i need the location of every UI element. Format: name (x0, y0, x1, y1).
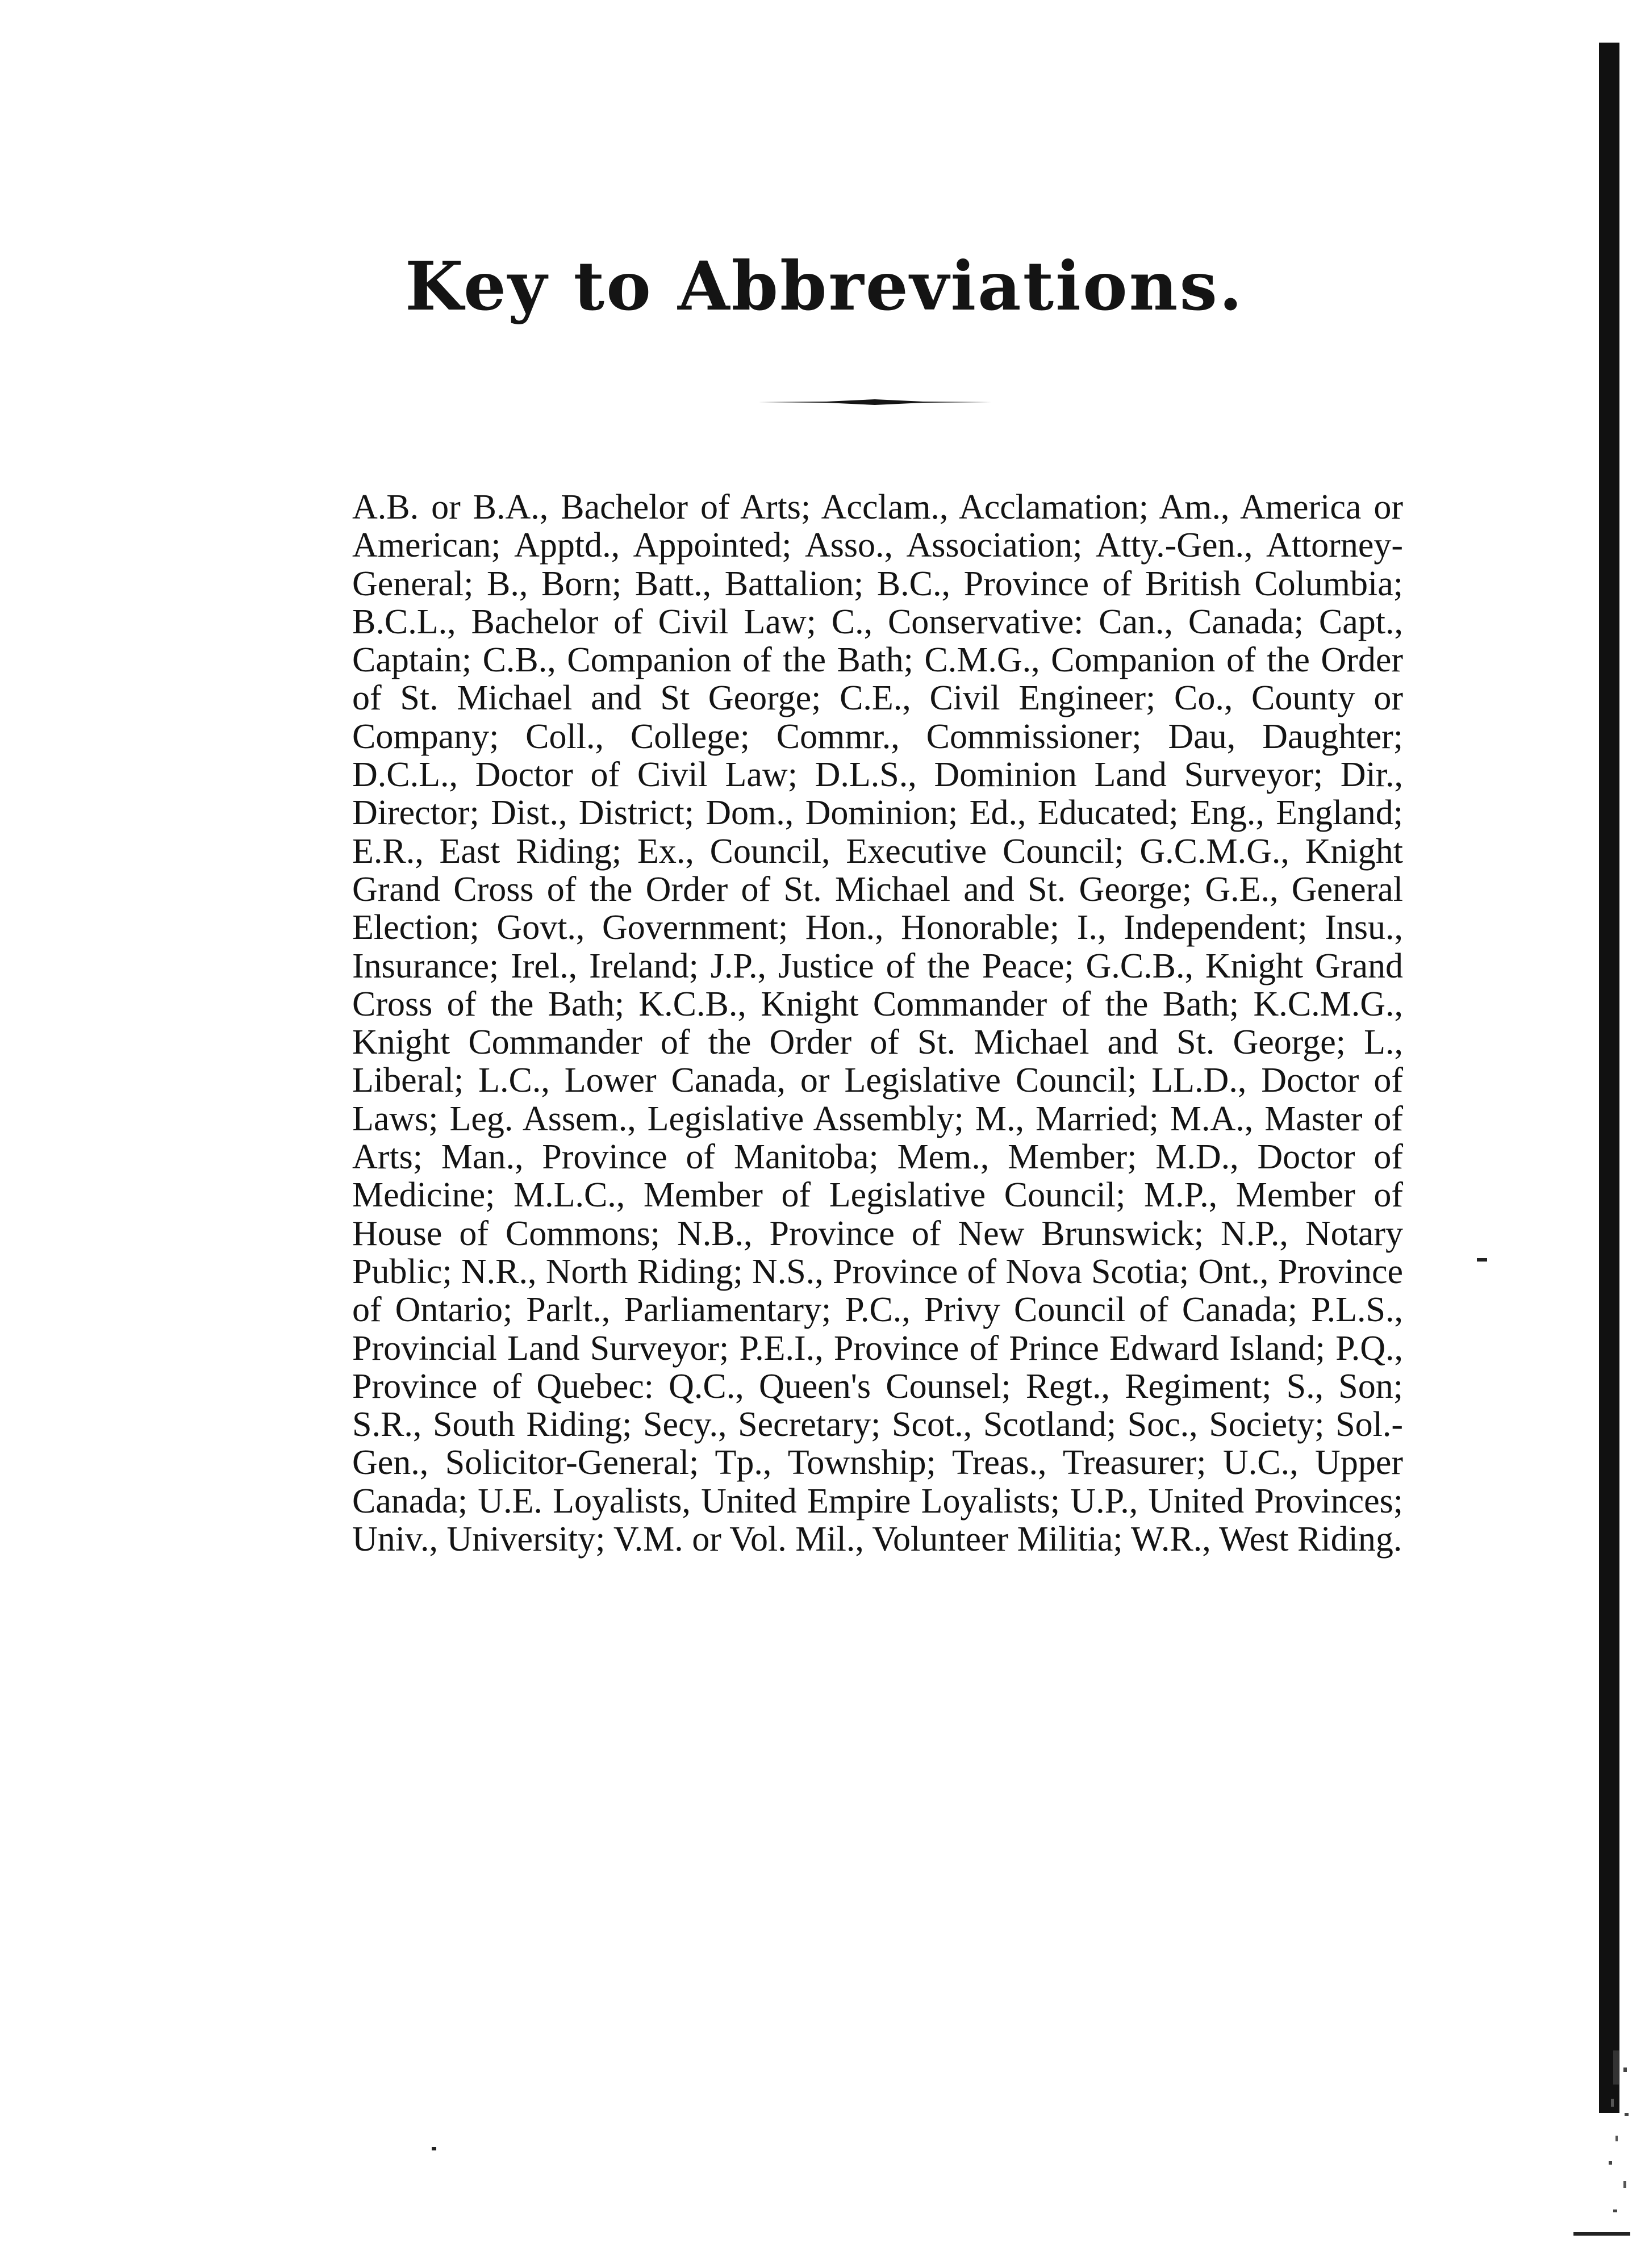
title-rule (758, 398, 991, 407)
abbreviations-text: A.B. or B.A., Bachelor of Arts; Acclam., Acclamation; Am., America or American; Apptd., Appointed; Asso., Association; Atty.-Gen., Attorney-General; B., Born; Batt., Battalion; B.C., Province of British Columbia; B.C.L., Bachelor of Civil Law; C., Conservative: Can., Canada; Capt., Captain; C.B., Companion of the Bath; C.M.G., Companion of the Order of St. Michael and St George; C.E., Civil Engineer; Co., County or Company; Coll., College; Commr., Commissioner; Dau, Daughter; D.C.L., Doctor of Civil Law; D.L.S., Dominion Land Surveyor; Dir., Director; Dist., District; Dom., Dominion; Ed., Educated; Eng., England; E.R., East Riding; Ex., Council, Executive Council; G.C.M.G., Knight Grand Cross of the Order of St. Michael and St. George; G.E., General Election; Govt., Government; Hon., Honorable; I., Independent; Insu., Insurance; Irel., Ireland; J.P., Justice of the Peace; G.C.B., Knight Grand Cross of the Bath; K.C.B., Knight Commander of the Bath; K.C.M.G., Knight Commander of the Order of St. Michael and St. George; L., Liberal; L.C., Lower Canada, or Legislative Council; LL.D., Doctor of Laws; Leg. Assem., Legislative Assembly; M., Married; M.A., Master of Arts; Man., Province of Manitoba; Mem., Member; M.D., Doctor of Medicine; M.L.C., Member of Legislative Council; M.P., Member of House of Commons; N.B., Province of New Brunswick; N.P., Notary Public; N.R., North Riding; N.S., Province of Nova Scotia; Ont., Province of Ontario; Parlt., Parliamentary; P.C., Privy Council of Canada; P.L.S., Provincial Land Surveyor; P.E.I., Province of Prince Edward Island; P.Q., Province of Quebec: Q.C., Queen's Counsel; Regt., Regiment; S., Son; S.R., South Riding; Secy., Secretary; Scot., Scotland; Soc., Society; Sol.-Gen., Solicitor-General; Tp., Township; Treas., Treasurer; U.C., Upper Canada; U.E. Loyalists, United Empire Loyalists; U.P., United Provinces; Univ., University; V.M. or Vol. Mil., Volunteer Militia; W.R., West Riding. (352, 488, 1403, 1559)
scan-speck (432, 2147, 436, 2150)
scan-edge (1599, 43, 1619, 2113)
page-title: Key to Abbreviations. (405, 247, 1244, 325)
scan-speck (1477, 1258, 1487, 1262)
scan-specks (1556, 2045, 1642, 2266)
